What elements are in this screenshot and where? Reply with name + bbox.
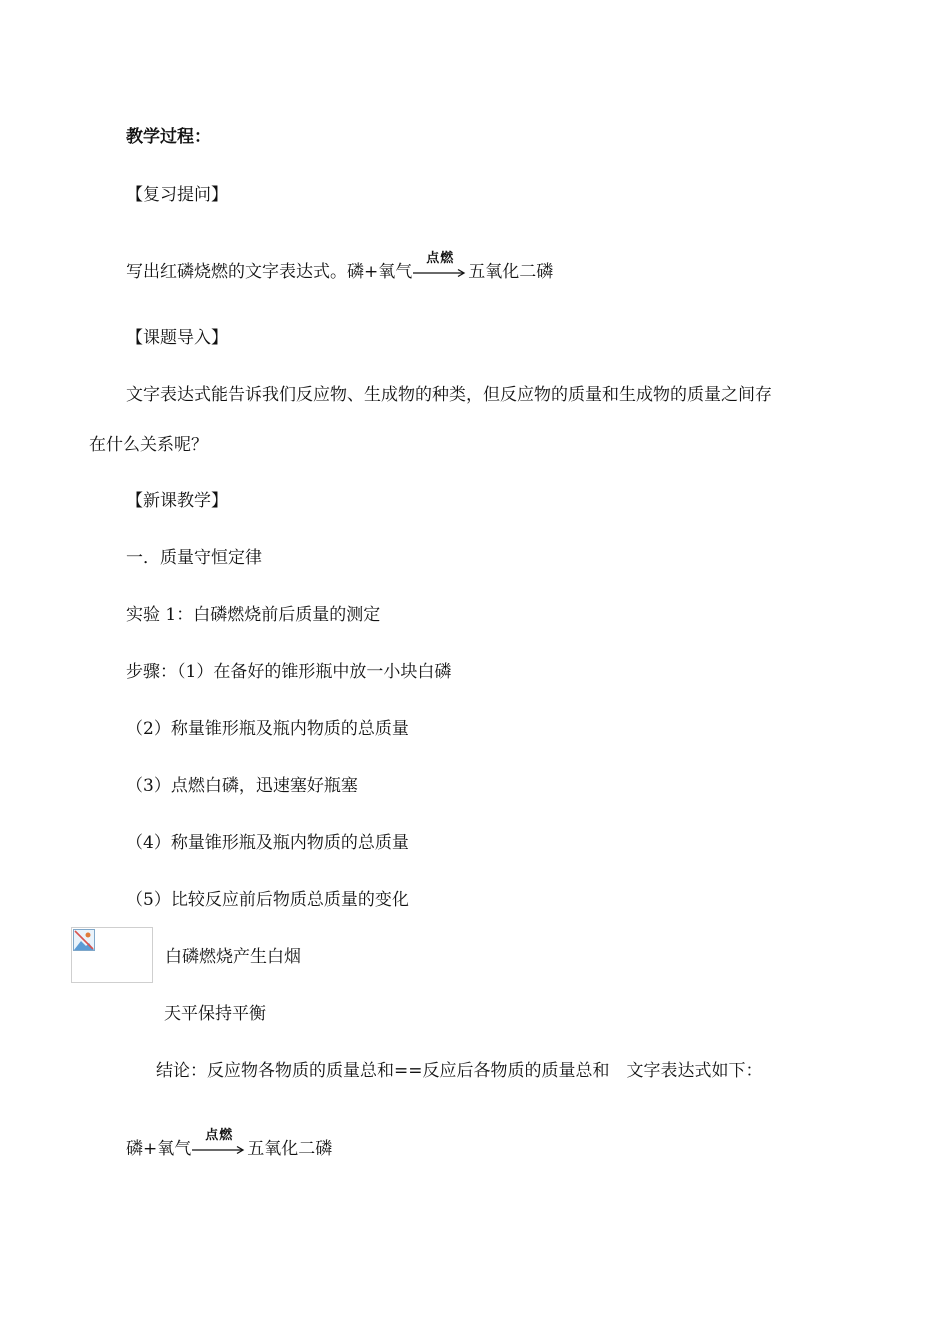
final-eq-left: 磷+氧气: [126, 1139, 192, 1159]
intro-text-line2: 在什么关系呢？: [89, 435, 208, 455]
reaction-condition: 点燃: [426, 251, 455, 266]
observation-balance: 天平保持平衡: [164, 1004, 266, 1024]
heading: 教学过程：: [126, 127, 211, 147]
review-question: [126, 251, 554, 283]
reaction-arrow: [192, 1128, 246, 1160]
experiment-title: 实验 1：白磷燃烧前后质量的测定: [126, 605, 381, 625]
intro-label: 【课题导入】: [126, 328, 228, 348]
arrow-icon: [192, 1144, 246, 1156]
intro-text-line1: 文字表达式能告诉我们反应物、生成物的种类，但反应物的质量和生成物的质量之间存: [126, 385, 772, 405]
image-placeholder: [71, 927, 153, 983]
step-item: 步骤：（1）在备好的锥形瓶中放一小块白磷: [126, 662, 452, 682]
step-item: （3）点燃白磷，迅速塞好瓶塞: [126, 776, 358, 796]
step-item: （5）比较反应前后物质总质量的变化: [126, 890, 409, 910]
step-item: （2）称量锥形瓶及瓶内物质的总质量: [126, 719, 409, 739]
review-text: 写出红磷烧燃的文字表达式。: [126, 262, 347, 282]
final-equation: [126, 1128, 333, 1160]
arrow-icon: [413, 267, 467, 279]
new-lesson-label: 【新课教学】: [126, 491, 228, 511]
review-eq-right: 五氧化二磷: [468, 262, 554, 282]
review-label: 【复习提问】: [126, 185, 228, 205]
step-item: （4）称量锥形瓶及瓶内物质的总质量: [126, 833, 409, 853]
section-title: 一．质量守恒定律: [126, 548, 262, 568]
review-eq-left: 磷+氧气: [347, 262, 413, 282]
reaction-condition: 点燃: [205, 1128, 234, 1143]
observation-smoke: 白磷燃烧产生白烟: [165, 947, 301, 967]
conclusion: 结论：反应物各物质的质量总和==反应后各物质的质量总和 文字表达式如下：: [156, 1061, 763, 1081]
reaction-arrow: [413, 251, 467, 283]
final-eq-right: 五氧化二磷: [247, 1139, 333, 1159]
broken-image-icon: [73, 929, 95, 951]
